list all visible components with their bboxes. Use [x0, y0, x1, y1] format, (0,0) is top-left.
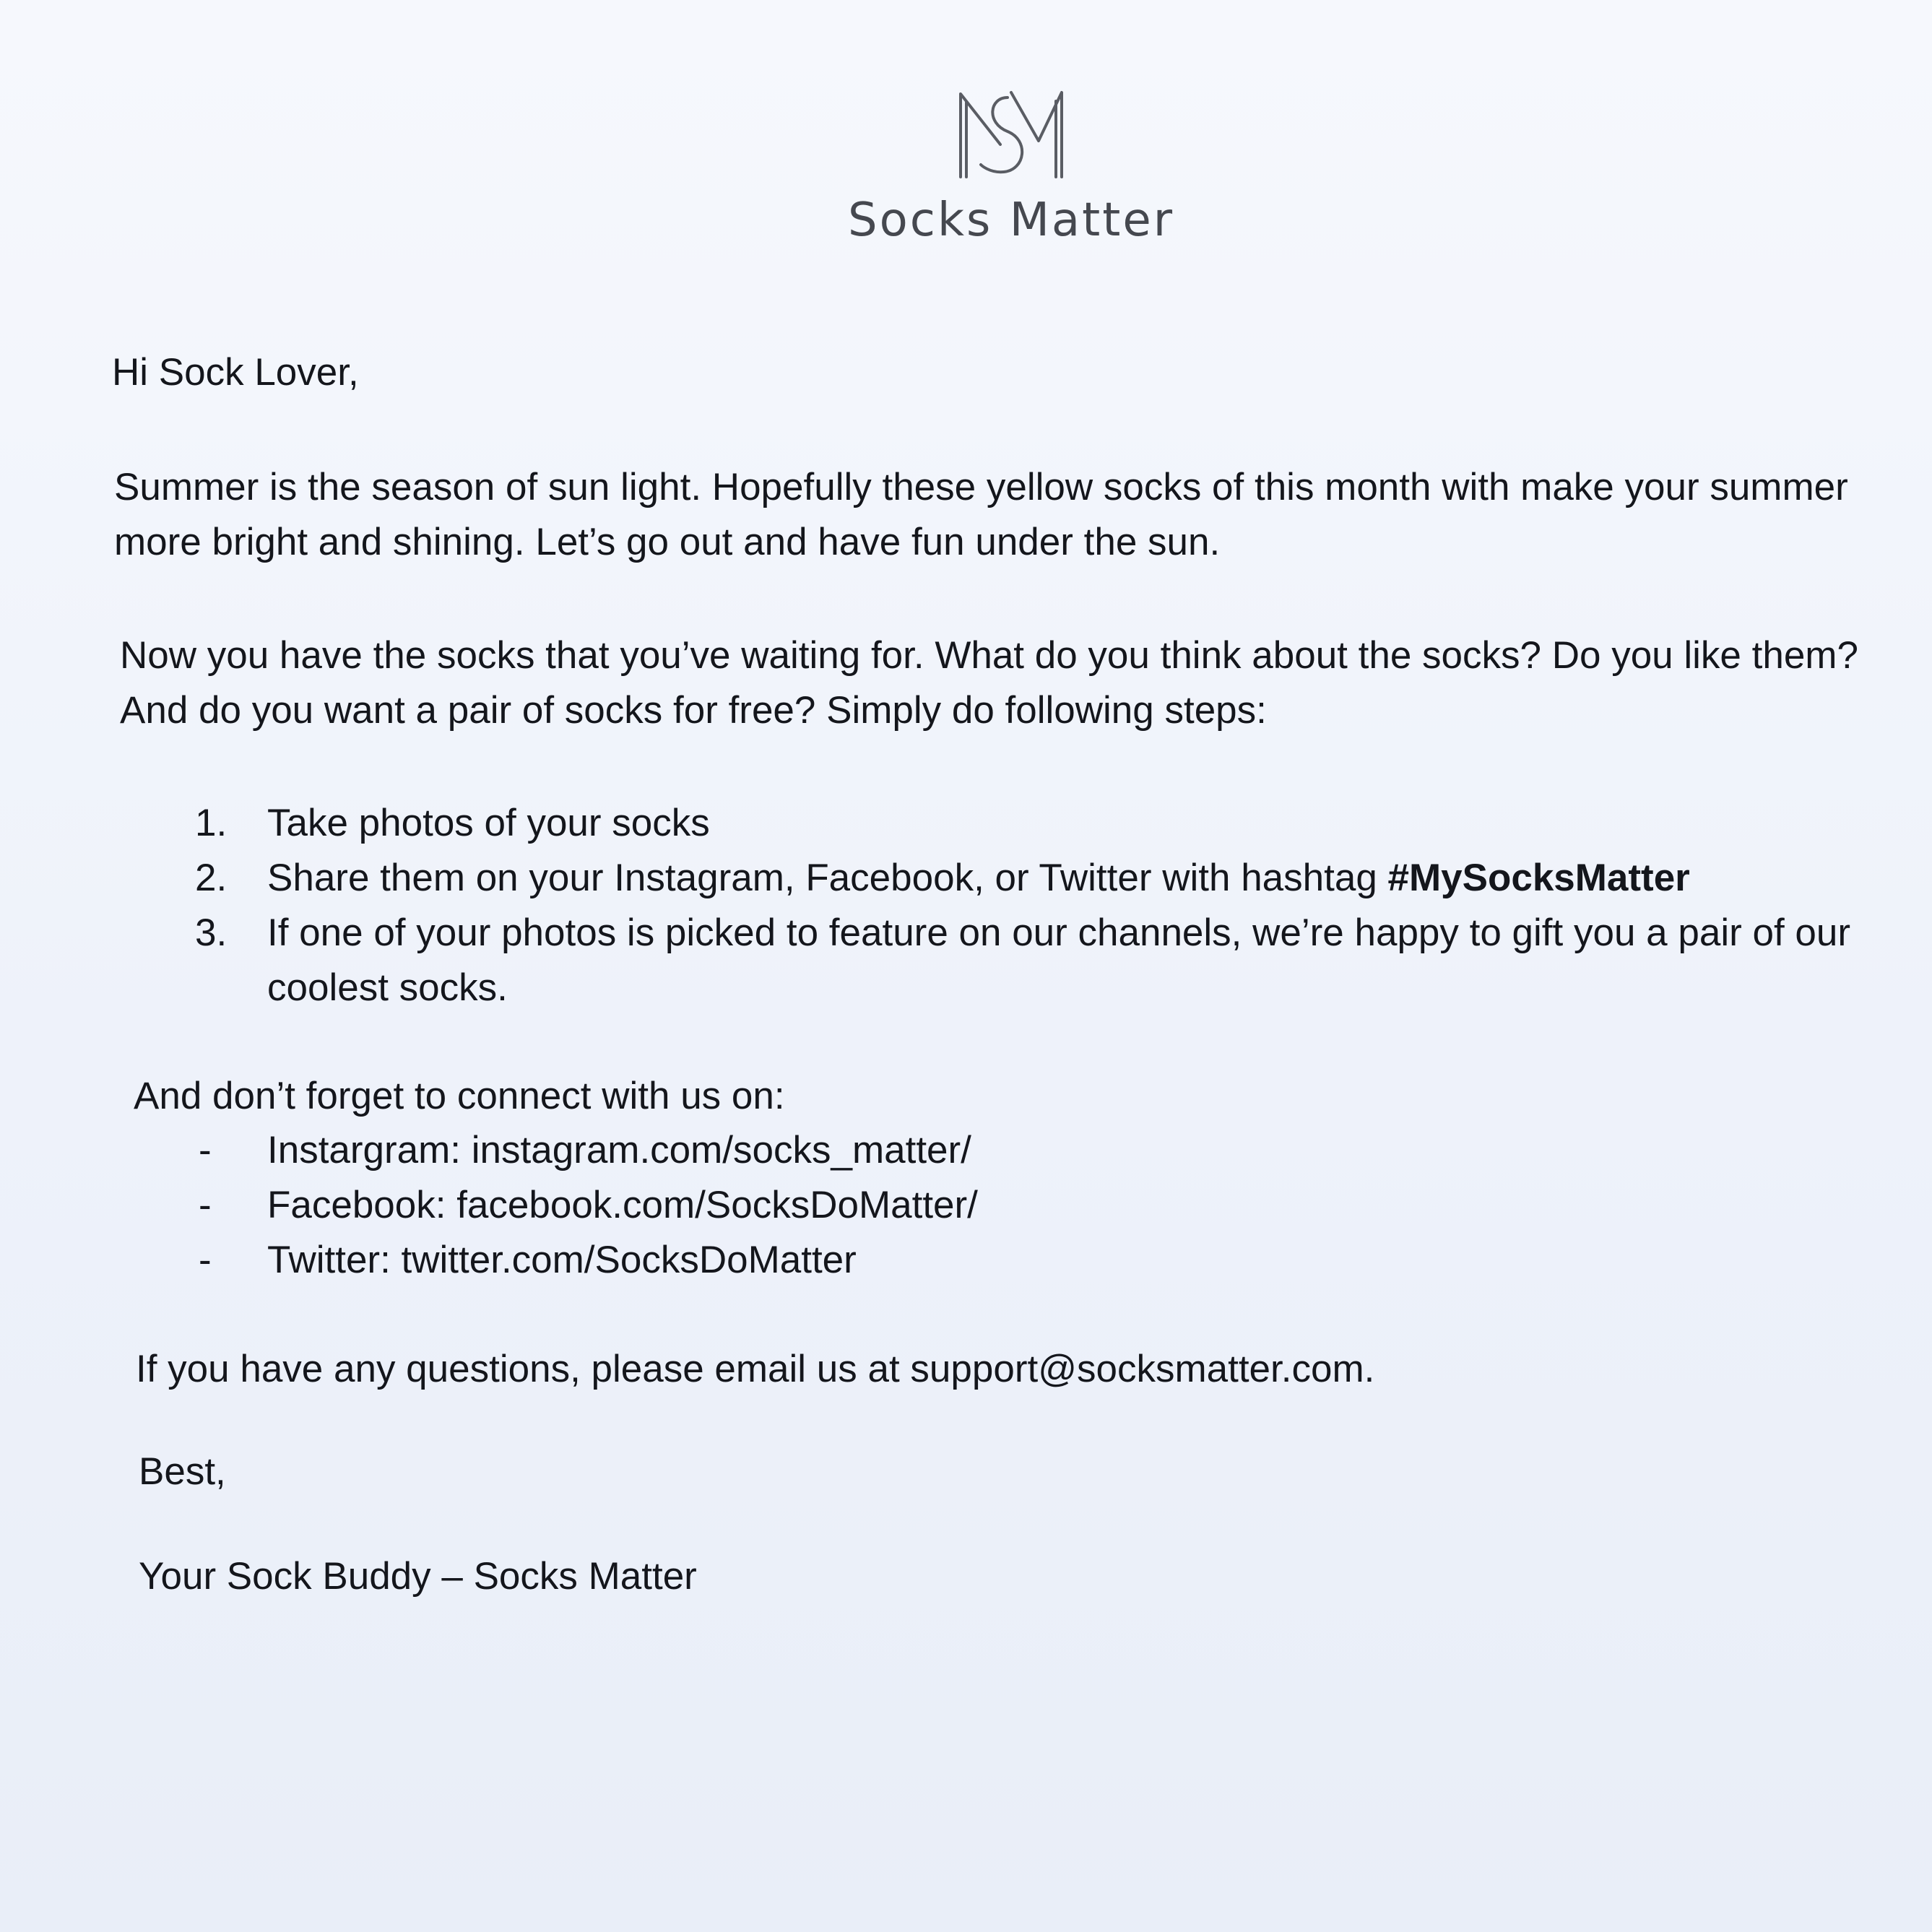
paragraph-free-socks: Now you have the socks that you’ve waiting for. What do you think about the socks? Do you like them? And do you want a pair of socks for free? Simply do following steps: — [120, 634, 1858, 732]
steps-list — [195, 796, 1932, 1015]
greeting: Hi Sock Lover, — [112, 351, 359, 394]
signature: Your Sock Buddy – Socks Matter — [139, 1555, 697, 1598]
social-link-facebook: Facebook: facebook.com/SocksDoMatter/ — [267, 1184, 978, 1226]
brand-name: Socks Matter — [847, 194, 1175, 247]
social-link-twitter: Twitter: twitter.com/SocksDoMatter — [267, 1239, 857, 1281]
list-item — [199, 1123, 978, 1178]
closing: Best, — [139, 1450, 226, 1493]
dash-bullet: - — [199, 1184, 212, 1226]
connect-intro: And don’t forget to connect with us on: — [134, 1075, 785, 1117]
step-number: 1. — [195, 802, 228, 844]
list-item — [199, 1233, 978, 1288]
step-text: If one of your photos is picked to feature on our channels, we’re happy to gift you a pair of our coolest socks. — [267, 911, 1850, 1009]
list-item — [195, 906, 1932, 1015]
sm-monogram-icon — [946, 79, 1076, 188]
paragraph-summer: Summer is the season of sun light. Hopefully these yellow socks of this month with make your summer more bright and shining. Let’s go out and have fun under the sun. — [114, 466, 1848, 563]
social-link-instagram: Instargram: instagram.com/socks_matter/ — [267, 1129, 971, 1171]
step-text: Take photos of your socks — [267, 802, 710, 844]
step-number: 3. — [195, 911, 228, 954]
list-item — [195, 796, 1932, 851]
list-item — [195, 851, 1932, 906]
dash-bullet: - — [199, 1239, 212, 1281]
hashtag: #MySocksMatter — [1387, 857, 1690, 899]
social-links-list — [199, 1123, 978, 1288]
step-number: 2. — [195, 857, 228, 899]
step-text: Share them on your Instagram, Facebook, or Twitter with hashtag — [267, 857, 1388, 899]
list-item — [199, 1178, 978, 1233]
questions-line: If you have any questions, please email us at support@socksmatter.com. — [136, 1348, 1375, 1390]
dash-bullet: - — [199, 1129, 212, 1171]
